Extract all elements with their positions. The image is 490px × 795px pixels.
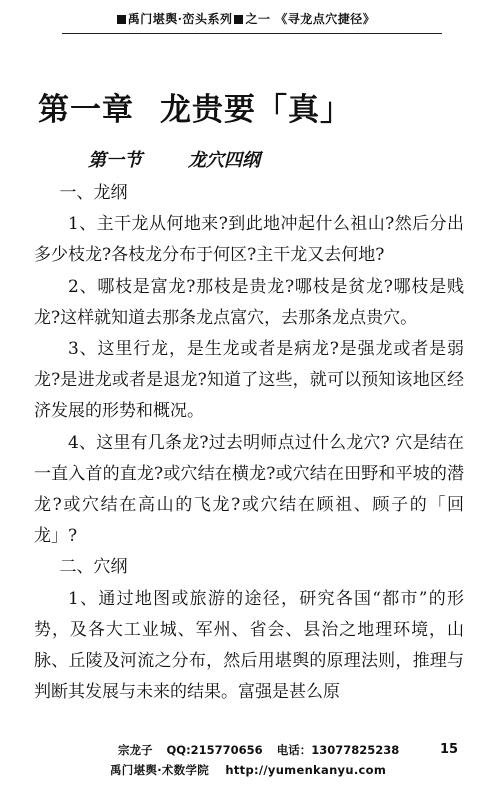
section-title (88, 146, 260, 172)
header-rule (62, 33, 442, 34)
paragraph: 3、这里行龙，是生龙或者是病龙?是强龙或者是弱龙?是进龙或者是退龙?知道了这些，就可以预知该地区经济发展的形势和概况。 (34, 339, 464, 422)
body-text (34, 178, 464, 708)
chapter-title (38, 84, 352, 129)
footer-qq: QQ:215770656 (166, 743, 263, 757)
footer-phone: 电话：13077825238 (276, 743, 400, 757)
footer-author: 宗龙子 (118, 743, 153, 757)
running-header (0, 10, 490, 27)
square-bullet-icon (234, 15, 243, 24)
subheading-dragon: 一、龙纲 (59, 183, 128, 203)
paragraph: 4、这里有几条龙?过去明师点过什么龙穴? 穴是结在一直入首的直龙?或穴结在横龙?或穴结在田野和平坡的潜龙?或穴结在高山的飞龙?或穴结在顾祖、顾子的「回龙」? (34, 432, 464, 547)
subheading-cave: 二、穴纲 (59, 557, 128, 578)
paragraph: 2、哪枝是富龙?那枝是贵龙?哪枝是贫龙?哪枝是贱龙?这样就知道去那条龙点富穴，去那条龙点贵穴。 (34, 276, 464, 328)
paragraph: 1、通过地图或旅游的途径，研究各国“都市”的形势，及各大工业城、军州、省会、县治之地理环境，山脉、丘陵及河流之分布，然后用堪舆的原理法则，推理与判断其发展与未来的结果。富强是甚么原 (34, 588, 464, 703)
footer-website: http://yumenkanyu.com (225, 763, 387, 777)
page-number: 15 (440, 742, 459, 757)
footer-school: 禹门堪舆·术数学院 (110, 763, 210, 777)
chapter-number: 第一章 (38, 92, 134, 128)
header-book-title: 《寻龙点穴捷径》 (275, 12, 376, 26)
square-bullet-icon (117, 15, 126, 24)
section-number: 第一节 (88, 150, 142, 171)
header-series-part: 之一 (245, 12, 271, 26)
chapter-name: 龙贵要「真」 (160, 92, 352, 128)
paragraph: 1、主干龙从何地来?到此地冲起什么祖山?然后分出多少枝龙?各枝龙分布于何区?主干龙又去何地? (34, 214, 464, 266)
section-name: 龙穴四纲 (188, 150, 260, 171)
header-publisher: 禹门堪舆·峦头系列 (127, 12, 233, 26)
